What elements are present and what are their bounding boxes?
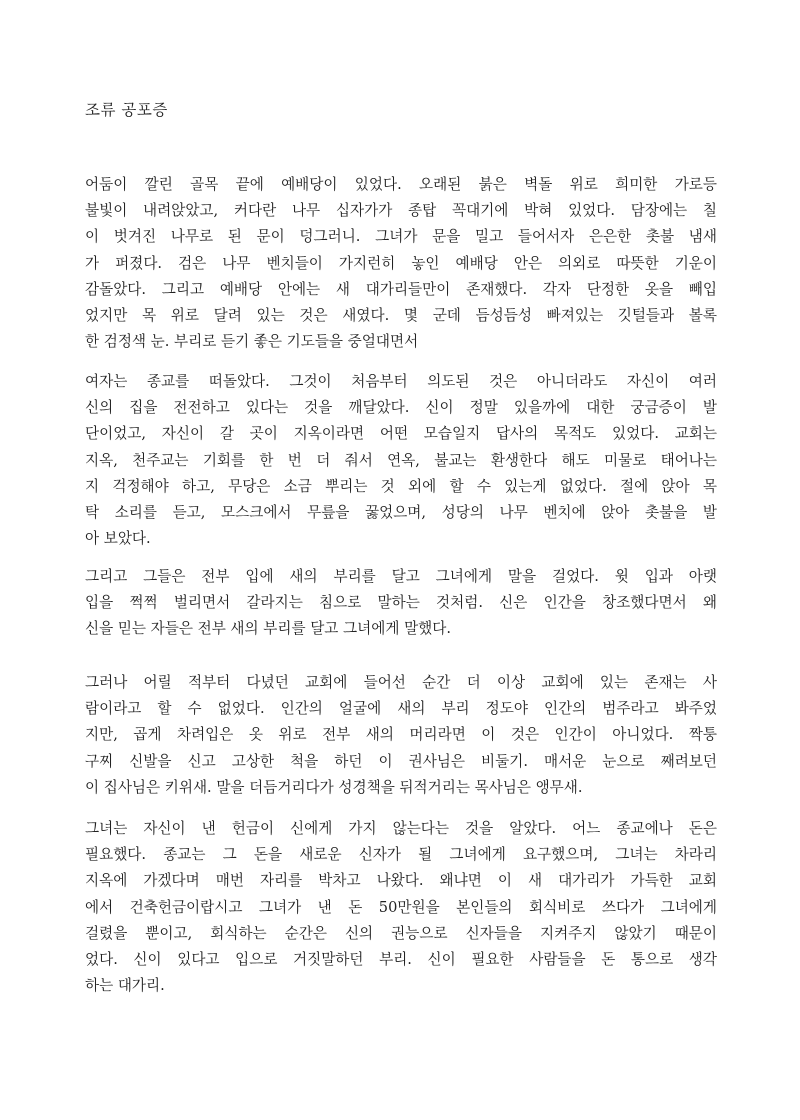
text-line: 여자는 종교를 떠돌았다. 그것이 처음부터 의도된 것은 아니더라도 자신이 여러 — [85, 373, 717, 390]
text-line: 에서 건축헌금이랍시고 그녀가 낸 돈 50만원을 본인들의 회식비로 쓰다가 그녀에게 — [85, 898, 717, 916]
text-line: 었다. 신이 있다고 입으로 거짓말하던 부리. 신이 필요한 사람들을 돈 통으로 생각 — [85, 951, 717, 969]
text-line: 지옥, 천주교는 기회를 한 번 더 줘서 연옥, 불교는 환생한다 해도 미물로 태어나는 — [85, 451, 717, 469]
text-line: 입을 쩍쩍 벌리면서 갈라지는 침으로 말하는 것처럼. 신은 인간을 창조했다면서 왜 — [85, 594, 717, 612]
text-line: 지 걱정해야 하고, 무당은 소금 뿌리는 것 외에 할 수 있는게 없었다. 절에 앉아 목 — [85, 477, 717, 495]
paragraph-1 — [85, 172, 717, 355]
text-line: 지만, 곱게 차려입은 옷 위로 전부 새의 머리라면 이 것은 인간이 아니었다. 짝퉁 — [85, 726, 717, 744]
text-line: 단이었고, 자신이 갈 곳이 지옥이라면 어떤 모습일지 답사의 목적도 있었다. 교회는 — [85, 425, 717, 443]
paragraph-5 — [85, 816, 717, 999]
text-line: 그녀는 자신이 낸 헌금이 신에게 가지 않는다는 것을 알았다. 어느 종교에나 돈은 — [85, 820, 717, 837]
text-line: 탁 소리를 듣고, 모스크에서 무릎을 꿇었으며, 성당의 나무 벤치에 앉아 촛불을 발 — [85, 504, 717, 522]
text-line: 감돌았다. 그리고 예배당 안에는 새 대가리들만이 존재했다. 각자 단정한 옷을 빼입 — [85, 280, 717, 298]
paragraph-3 — [85, 564, 717, 643]
text-line: 아 보았다. — [85, 530, 151, 548]
text-line: 신의 집을 전전하고 있다는 것을 깨달았다. 신이 정말 있을까에 대한 궁금증이 발 — [85, 399, 717, 417]
text-line: 하는 대가리. — [85, 977, 165, 995]
document-title: 조류 공포증 — [85, 101, 168, 119]
text-line: 불빛이 내려앉았고, 커다란 나무 십자가가 종탑 꼭대기에 박혀 있었다. 담장에는 칠 — [85, 202, 717, 220]
text-line: 지옥에 가겠다며 매번 자리를 박차고 나왔다. 왜냐면 이 새 대가리가 가득한 교회 — [85, 872, 717, 890]
text-line: 구찌 신발을 신고 고상한 척을 하던 이 권사님은 비둘기. 매서운 눈으로 째려보던 — [85, 752, 717, 770]
paragraph-2 — [85, 369, 717, 552]
text-line: 필요했다. 종교는 그 돈을 새로운 신자가 될 그녀에게 요구했으며, 그녀는 차라리 — [85, 846, 717, 864]
text-line: 람이라고 할 수 없었다. 인간의 얼굴에 새의 부리 정도야 인간의 범주라고 봐주었 — [85, 700, 717, 718]
text-line: 이 집사님은 키위새. 말을 더듬거리다가 성경책을 뒤적거리는 목사님은 앵무새. — [85, 778, 583, 796]
text-line: 걸렸을 뿐이고, 회식하는 순간은 신의 권능으로 신자들을 지켜주지 않았기 때문이 — [85, 924, 717, 942]
text-line: 가 퍼졌다. 검은 나무 벤치들이 가지런히 놓인 예배당 안은 의외로 따뜻한 기운이 — [85, 254, 717, 272]
text-line: 었지만 목 위로 달려 있는 것은 새였다. 몇 군데 듬성듬성 빠져있는 깃털들과 볼록 — [85, 307, 717, 325]
text-line: 그리고 그들은 전부 입에 새의 부리를 달고 그녀에게 말을 걸었다. 윗 입과 아랫 — [85, 568, 717, 585]
paragraph-4 — [85, 670, 717, 801]
text-line: 신을 믿는 자들은 전부 새의 부리를 달고 그녀에게 말했다. — [85, 620, 451, 638]
text-line: 그러나 어릴 적부터 다녔던 교회에 들어선 순간 더 이상 교회에 있는 존재는 사 — [85, 674, 717, 691]
text-line: 한 검정색 눈. 부리로 듣기 좋은 기도들을 중얼대면서 — [85, 333, 419, 351]
text-line: 어둠이 깔린 골목 끝에 예배당이 있었다. 오래된 붉은 벽돌 위로 희미한 가로등 — [85, 176, 717, 193]
text-line: 이 벗겨진 나무로 된 문이 덩그러니. 그녀가 문을 밀고 들어서자 은은한 촛불 냄새 — [85, 228, 717, 246]
